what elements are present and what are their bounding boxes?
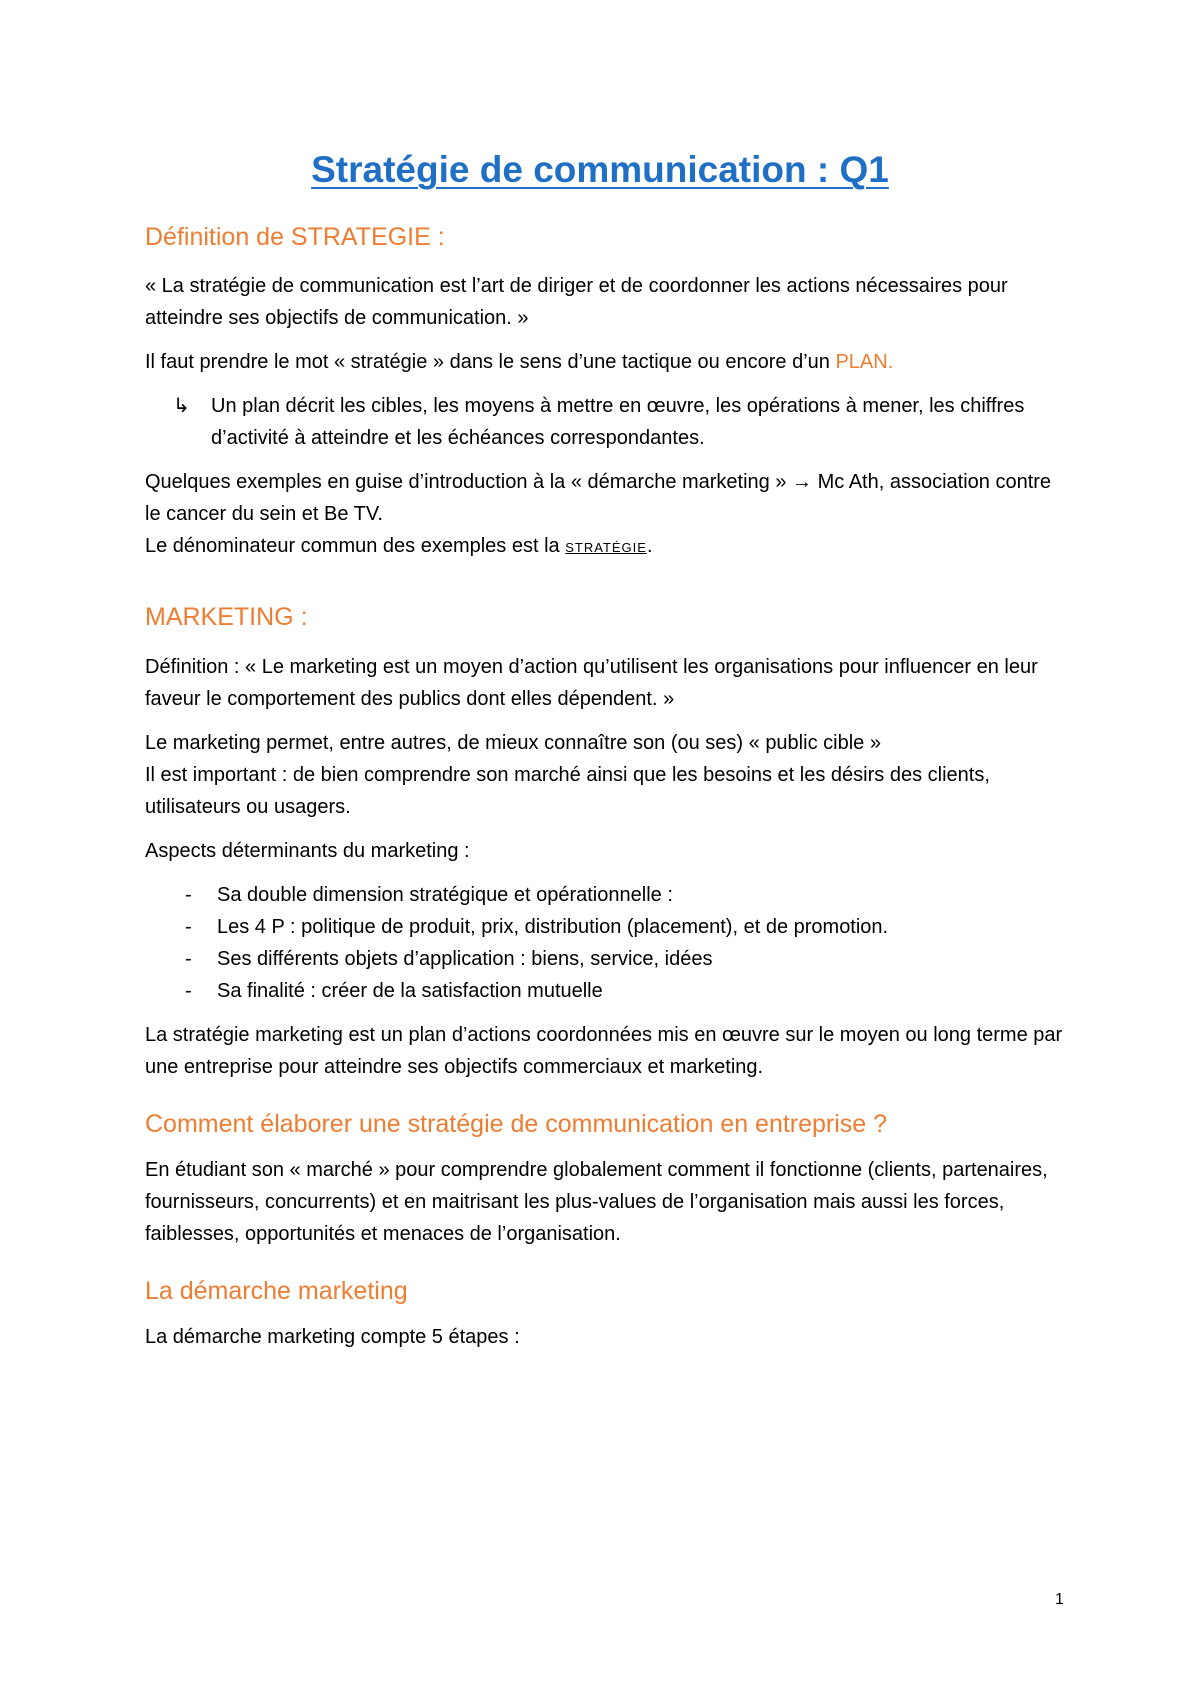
plan-word: PLAN. [835, 351, 894, 374]
list-item-text: Sa finalité : créer de la satisfaction mutuelle [217, 979, 603, 1002]
plan-sentence-text: Il faut prendre le mot « stratégie » dans le sens d’une tactique ou encore d’un [145, 351, 836, 374]
plan-sentence [145, 346, 1065, 378]
list-item [145, 975, 1065, 1007]
elaborate-paragraph: En étudiant son « marché » pour comprendre globalement comment il fonctionne (clients, partenaires, fournisseurs, concurrents) et en maitrisant les plus-values de l’organisation mais aussi les forces, faiblesses, opportunités et menaces de l’organisation. [145, 1158, 1048, 1245]
strategy-paragraph: La stratégie marketing est un plan d’actions coordonnées mis en œuvre sur le moyen ou long terme par une entreprise pour atteindre ses objectifs commerciaux et marketing. [145, 1023, 1063, 1078]
list-item [145, 911, 1065, 943]
document-body [145, 222, 1065, 1353]
dash-marker: - [185, 883, 192, 906]
dash-marker: - [185, 979, 192, 1002]
list-item [145, 943, 1065, 975]
list-item [145, 879, 1065, 911]
curved-arrow-icon: ↳ [173, 395, 190, 418]
list-item-text: Ses différents objets d’application : biens, service, idées [217, 947, 713, 970]
heading-marketing: MARKETING : [145, 603, 308, 632]
denominator-suffix: . [646, 535, 653, 558]
marketing-line-2: Il est important : de bien comprendre son marché ainsi que les besoins et les désirs des clients, utilisateurs ou usagers. [145, 763, 990, 818]
list-item-text: Les 4 P : politique de produit, prix, distribution (placement), et de promotion. [217, 915, 889, 938]
denominator-line [145, 530, 1065, 564]
approach-paragraph: La démarche marketing compte 5 étapes : [145, 1326, 520, 1348]
dash-marker: - [185, 915, 192, 938]
dash-marker: - [185, 947, 192, 970]
marketing-definition: Définition : « Le marketing est un moyen d’action qu’utilisent les organisations pour influencer en leur faveur le comportement des publics dont elles dépendent. » [145, 655, 1038, 710]
denominator-word: STRATÉGIE [565, 540, 647, 556]
plan-description-text: Un plan décrit les cibles, les moyens à mettre en œuvre, les opérations à mener, les chiffres d’activité à atteindre et les échéances correspondantes. [211, 395, 1025, 450]
heading-definition: Définition de STRATEGIE : [145, 223, 445, 251]
marketing-line-1: Le marketing permet, entre autres, de mieux connaître son (ou ses) « public cible » [145, 731, 881, 754]
aspects-intro: Aspects déterminants du marketing : [145, 839, 470, 862]
definition-quote: « La stratégie de communication est l’art de diriger et de coordonner les actions nécessaires pour atteindre ses objectifs de communication. » [145, 275, 1008, 330]
plan-description-item [173, 390, 1065, 454]
list-item-text: Sa double dimension stratégique et opérationnelle : [217, 883, 673, 906]
page-number: 1 [1055, 1591, 1064, 1608]
document-title: Stratégie de communication : Q1 [311, 149, 889, 190]
aspects-list [145, 879, 1065, 1007]
heading-approach: La démarche marketing [145, 1276, 408, 1305]
examples-line: Quelques exemples en guise d’introduction à la « démarche marketing » → Mc Ath, association contre le cancer du sein et Be TV. [145, 471, 1052, 526]
heading-elaborate: Comment élaborer une stratégie de communication en entreprise ? [145, 1109, 888, 1138]
denominator-text: Le dénominateur commun des exemples est la [145, 535, 566, 558]
